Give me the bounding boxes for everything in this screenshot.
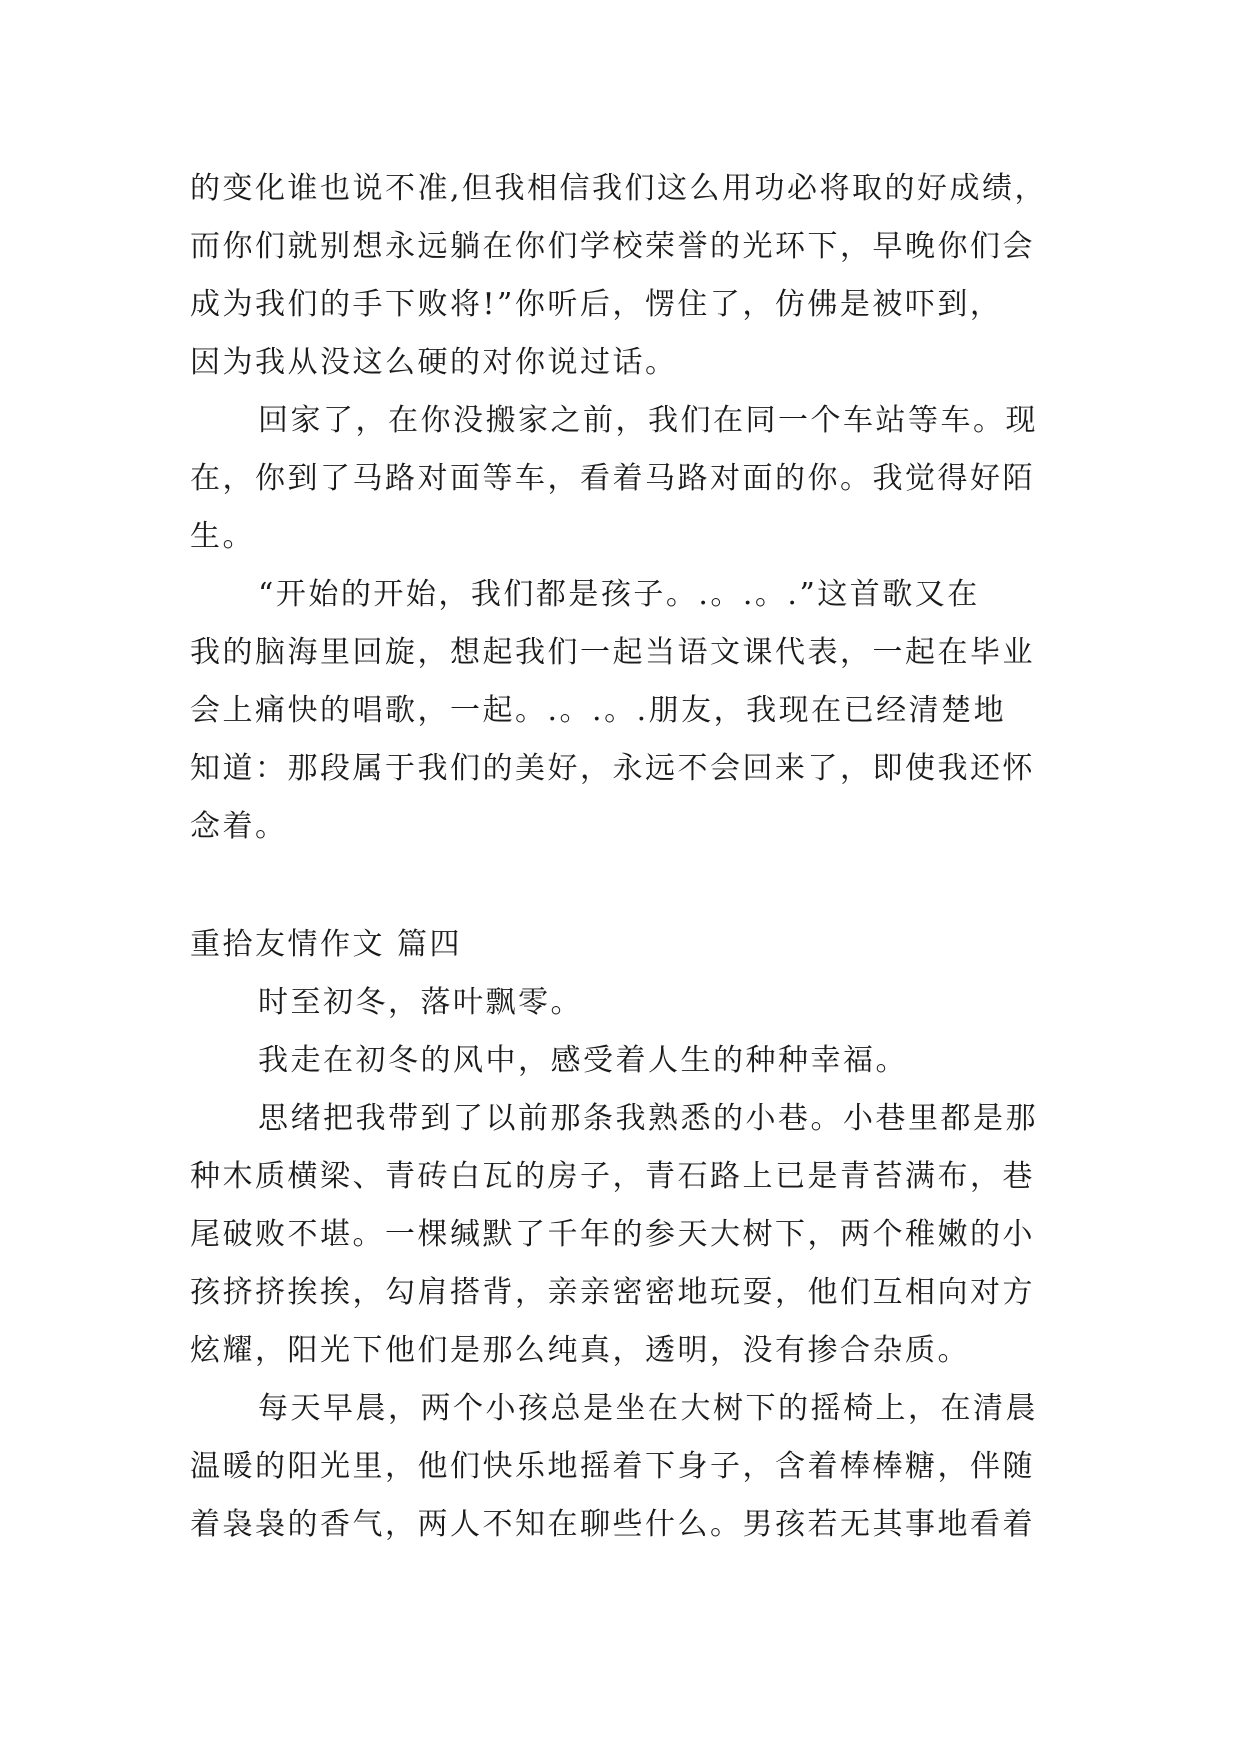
- paragraph-line: 在，你到了马路对面等车，看着马路对面的你。我觉得好陌: [190, 461, 1035, 496]
- paragraph-line: 时至初冬，落叶飘零。: [258, 985, 583, 1020]
- paragraph-line: 孩挤挤挨挨，勾肩搭背，亲亲密密地玩耍，他们互相向对方: [190, 1275, 1035, 1310]
- paragraph-line: 着袅袅的香气，两人不知在聊些什么。男孩若无其事地看着: [190, 1507, 1035, 1542]
- paragraph-line: 回家了，在你没搬家之前，我们在同一个车站等车。现: [258, 403, 1038, 438]
- paragraph-line: 思绪把我带到了以前那条我熟悉的小巷。小巷里都是那: [258, 1101, 1038, 1136]
- paragraph-line: 温暖的阳光里，他们快乐地摇着下身子，含着棒棒糖，伴随: [190, 1449, 1035, 1484]
- paragraph-line: 尾破败不堪。一棵缄默了千年的参天大树下，两个稚嫩的小: [190, 1217, 1035, 1252]
- section-title: 重拾友情作文 篇四: [190, 927, 463, 962]
- paragraph-line: 生。: [190, 519, 255, 554]
- paragraph-line: 炫耀，阳光下他们是那么纯真，透明，没有掺合杂质。: [190, 1333, 970, 1368]
- document-body: [190, 160, 1080, 1554]
- paragraph-line: 我的脑海里回旋，想起我们一起当语文课代表，一起在毕业: [190, 635, 1035, 670]
- paragraph-line: 会上痛快的唱歌，一起。.。.。.朋友，我现在已经清楚地: [190, 693, 1007, 728]
- paragraph-line: 的变化谁也说不准,但我相信我们这么用功必将取的好成绩，: [190, 171, 1048, 206]
- paragraph-line: 种木质横梁、青砖白瓦的房子，青石路上已是青苔满布，巷: [190, 1159, 1035, 1194]
- paragraph-line: 知道：那段属于我们的美好，永远不会回来了，即使我还怀: [190, 751, 1035, 786]
- paragraph-line: 念着。: [190, 809, 288, 844]
- paragraph-line: 而你们就别想永远躺在你们学校荣誉的光环下，早晚你们会: [190, 229, 1035, 264]
- paragraph-line: 成为我们的手下败将!”你听后，愣住了，仿佛是被吓到，: [190, 287, 1003, 322]
- paragraph-line: 因为我从没这么硬的对你说过话。: [190, 345, 678, 380]
- paragraph-line: 我走在初冬的风中，感受着人生的种种幸福。: [258, 1043, 908, 1078]
- paragraph-line: “开始的开始，我们都是孩子。.。.。.”这首歌又在: [258, 577, 980, 612]
- paragraph-line: 每天早晨，两个小孩总是坐在大树下的摇椅上，在清晨: [258, 1391, 1038, 1426]
- section-spacer: [190, 856, 1080, 916]
